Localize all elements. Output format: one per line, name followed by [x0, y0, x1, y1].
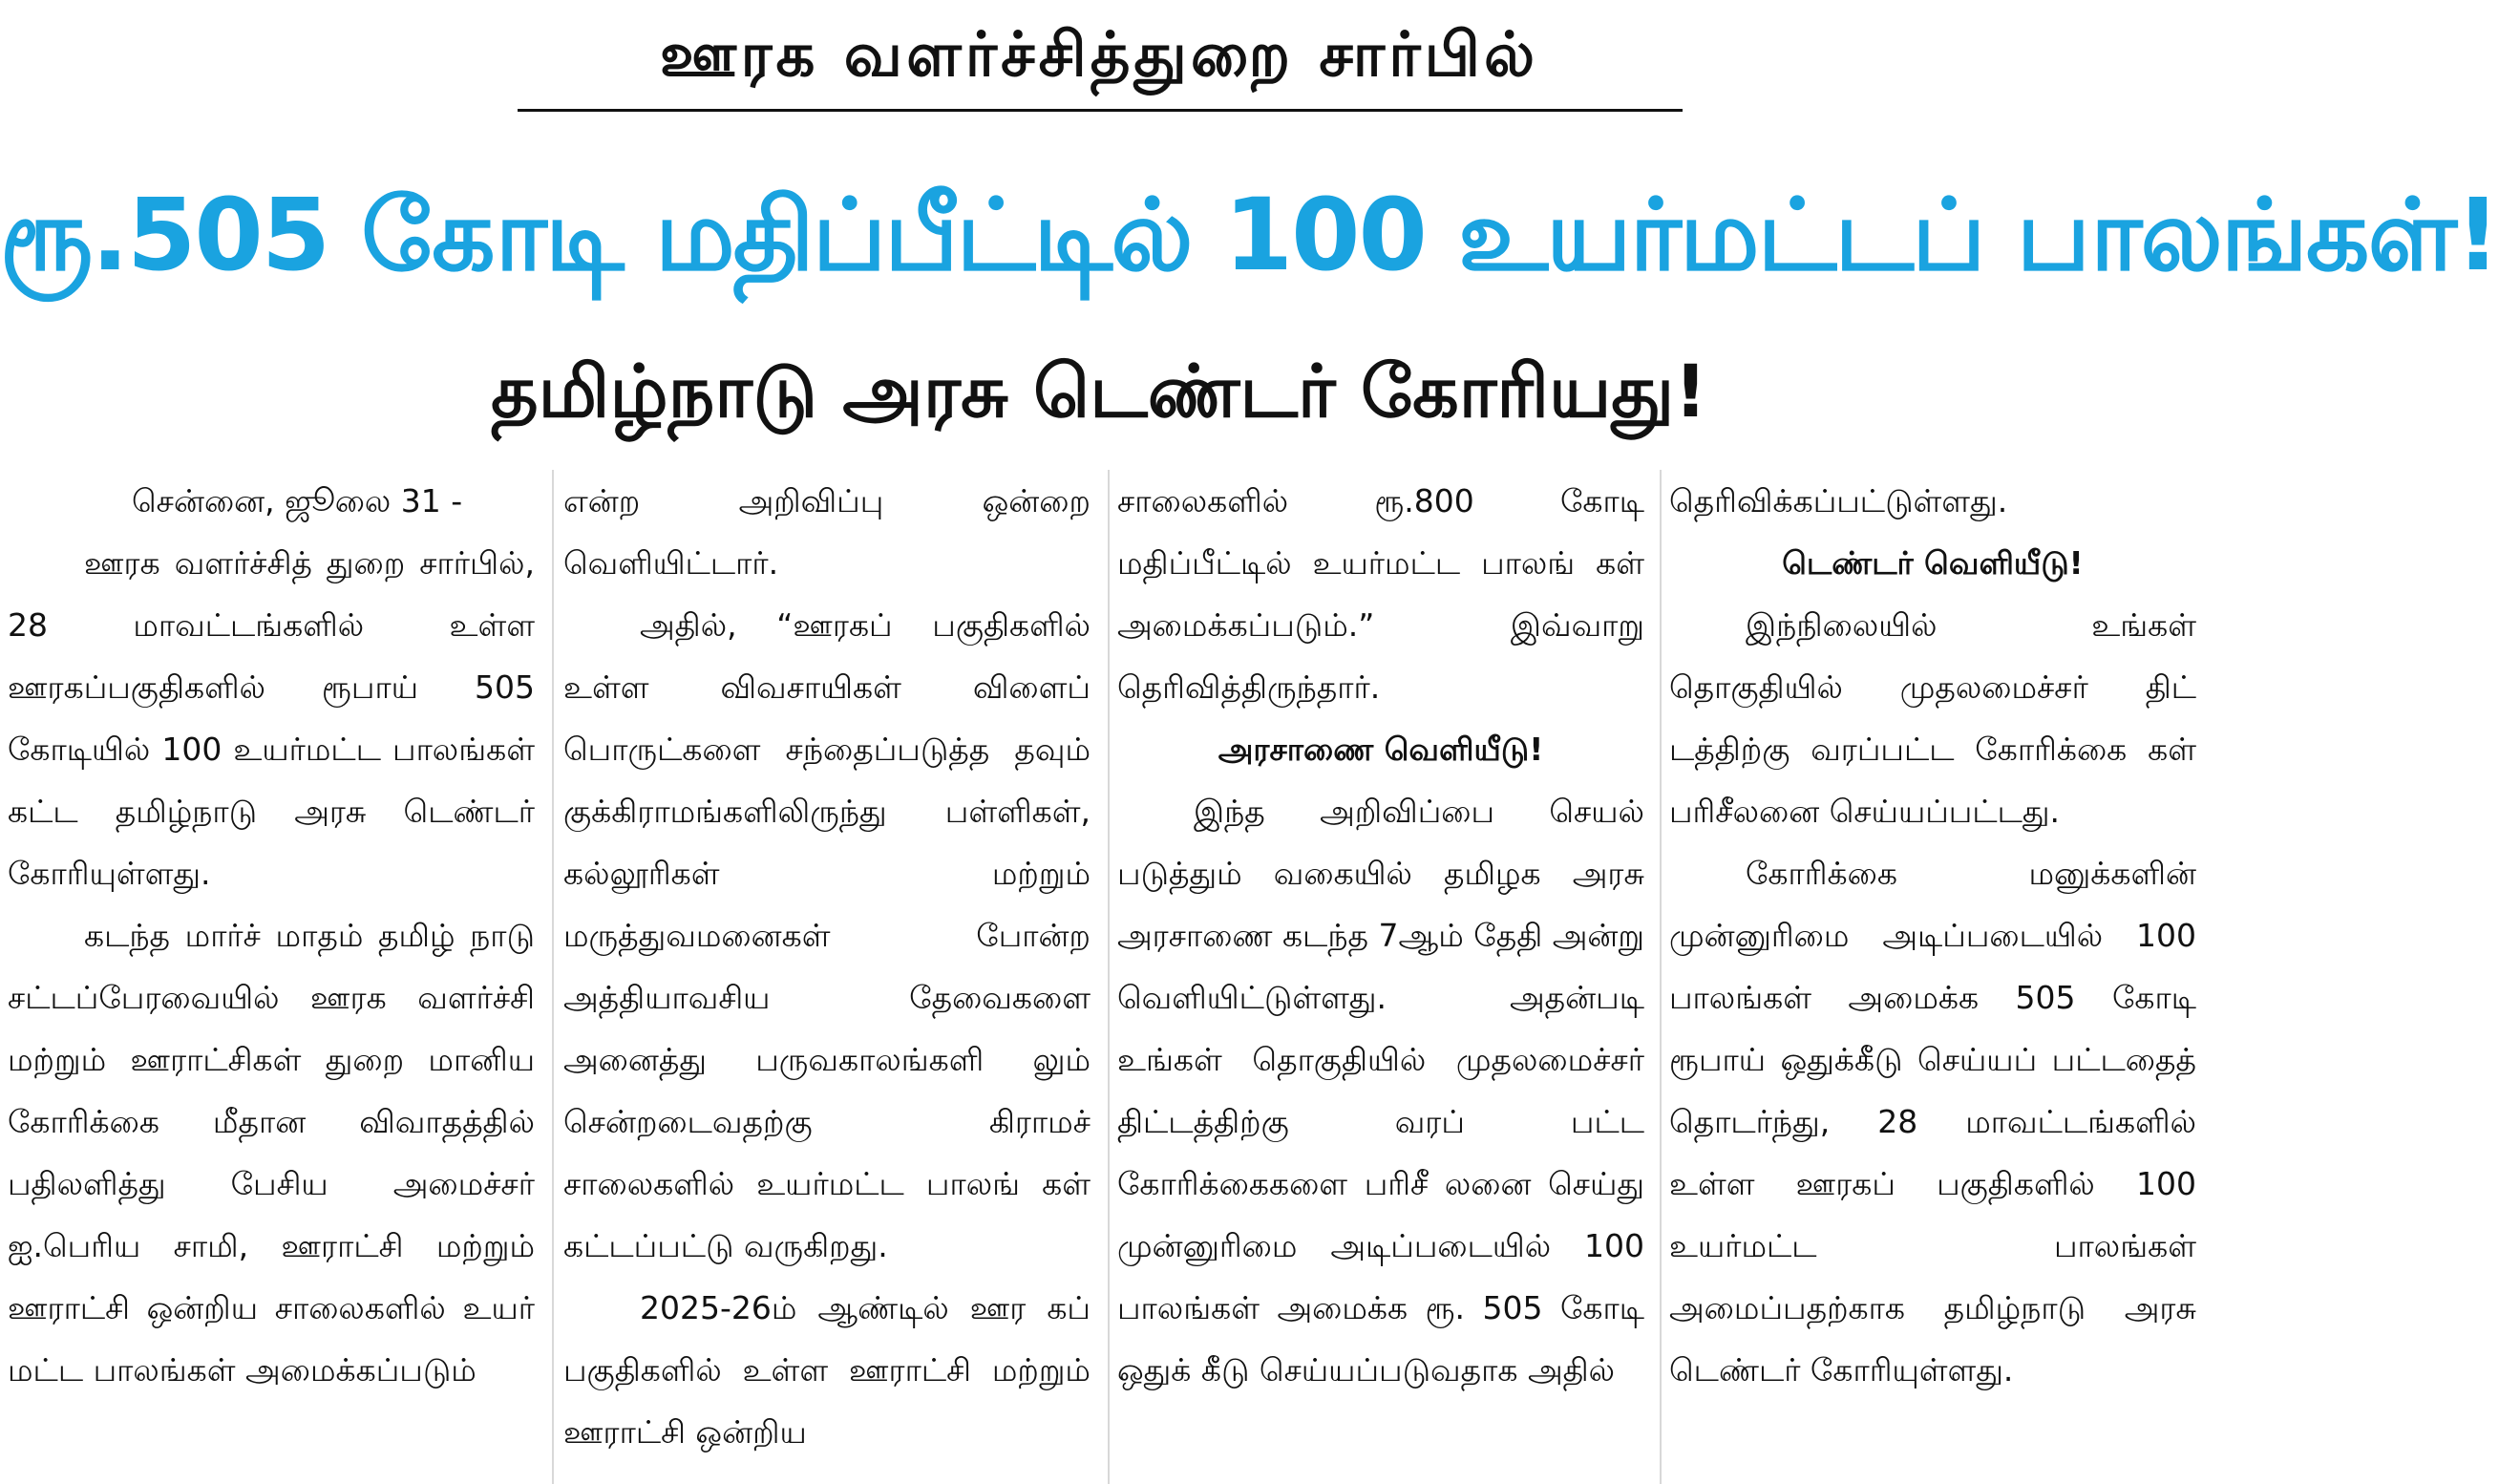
article-column-2: [563, 470, 1091, 1484]
kicker-underline: [518, 109, 1683, 112]
article-paragraph: ஊரக வளர்ச்சித் துறை சார்பில், 28 மாவட்டங்களில் உள்ள ஊரகப்பகுதிகளில் ரூபாய் 505 கோடியில் 100 உயர்மட்ட பாலங்கள் கட்ட தமிழ்நாடு அரசு டெண்டர் கோரியுள்ளது.: [8, 544, 535, 892]
dateline: சென்னை, ஜூலை 31 -: [132, 482, 463, 519]
article-paragraph: சாலைகளில் ரூ.800 கோடி மதிப்பீட்டில் உயர்மட்ட பாலங் கள் அமைக்கப்படும்.” இவ்வாறு தெரிவித்திருந்தார்.: [1117, 482, 1644, 706]
article-paragraph: 2025-26ம் ஆண்டில் ஊர கப் பகுதிகளில் உள்ள ஊராட்சி மற்றும் ஊராட்சி ஒன்றிய: [563, 1289, 1091, 1451]
section-subtitle: அரசாணை வெளியீடு!: [1218, 731, 1544, 768]
article-body: [8, 470, 2196, 1484]
sub-headline: தமிழ்நாடு அரசு டெண்டர் கோரியது!: [491, 349, 1707, 434]
article-paragraph: இந்த அறிவிப்பை செயல் படுத்தும் வகையில் தமிழக அரசு அரசாணை கடந்த 7ஆம் தேதி அன்று வெளியிட்டுள்ளது. அதன்படி உங்கள் தொகுதியில் முதலமைச்சர் திட்டத்திற்கு வரப் பட்ட கோரிக்கைகளை பரிசீ லனை செய்து முன்னுரிமை அடிப்படையில் 100 பாலங்கள் அமைக்க ரூ. 505 கோடி ஒதுக் கீடு செய்யப்படுவதாக அதில்: [1117, 793, 1644, 1389]
main-headline: ரூ.505 கோடி மதிப்பீட்டில் 100 உயர்மட்டப் பாலங்கள்!: [0, 177, 2499, 293]
article-paragraph: அதில், “ஊரகப் பகுதிகளில் உள்ள விவசாயிகள் விளைப் பொருட்களை சந்தைப்படுத்த தவும் குக்கிராமங்களிலிருந்து பள்ளிகள், கல்லூரிகள் மற்றும் மருத்துவமனைகள் போன்ற அத்தியாவசிய தேவைகளை அனைத்து பருவகாலங்களி லும் சென்றடைவதற்கு கிராமச் சாலைகளில் உயர்மட்ட பாலங் கள் கட்டப்பட்டு வருகிறது.: [563, 606, 1091, 1264]
article-column-3: [1117, 470, 1644, 1484]
article-paragraph: கோரிக்கை மனுக்களின் முன்னுரிமை அடிப்படையில் 100 பாலங்கள் அமைக்க 505 கோடி ரூபாய் ஒதுக்கீடு செய்யப் பட்டதைத் தொடர்ந்து, 28 மாவட்டங்களில் உள்ள ஊரகப் பகுதிகளில் 100 உயர்மட்ட பாலங்கள் அமைப்பதற்காக தமிழ்நாடு அரசு டெண்டர் கோரியுள்ளது.: [1669, 855, 2196, 1389]
column-divider: [1660, 470, 1662, 1484]
article-paragraph: இந்நிலையில் உங்கள் தொகுதியில் முதலமைச்சர் திட் டத்திற்கு வரப்பட்ட கோரிக்கை கள் பரிசீலனை செய்யப்பட்டது.: [1669, 606, 2196, 830]
column-divider: [552, 470, 554, 1484]
section-subtitle: டெண்டர் வெளியீடு!: [1782, 544, 2084, 582]
article-column-1: [8, 470, 535, 1484]
column-divider: [1108, 470, 1110, 1484]
article-paragraph: கடந்த மார்ச் மாதம் தமிழ் நாடு சட்டப்பேரவையில் ஊரக வளர்ச்சி மற்றும் ஊராட்சிகள் துறை மானிய கோரிக்கை மீதான விவாதத்தில் பதிலளித்து பேசிய அமைச்சர் ஐ.பெரிய சாமி, ஊராட்சி மற்றும் ஊராட்சி ஒன்றிய சாலைகளில் உயர் மட்ட பாலங்கள் அமைக்கப்படும்: [8, 917, 535, 1389]
article-paragraph: என்ற அறிவிப்பு ஒன்றை வெளியிட்டார்.: [563, 482, 1091, 582]
kicker-heading: ஊரக வளர்ச்சித்துறை சார்பில்: [659, 20, 1539, 91]
article-paragraph: தெரிவிக்கப்பட்டுள்ளது.: [1669, 482, 2008, 519]
article-column-4: [1669, 470, 2196, 1484]
